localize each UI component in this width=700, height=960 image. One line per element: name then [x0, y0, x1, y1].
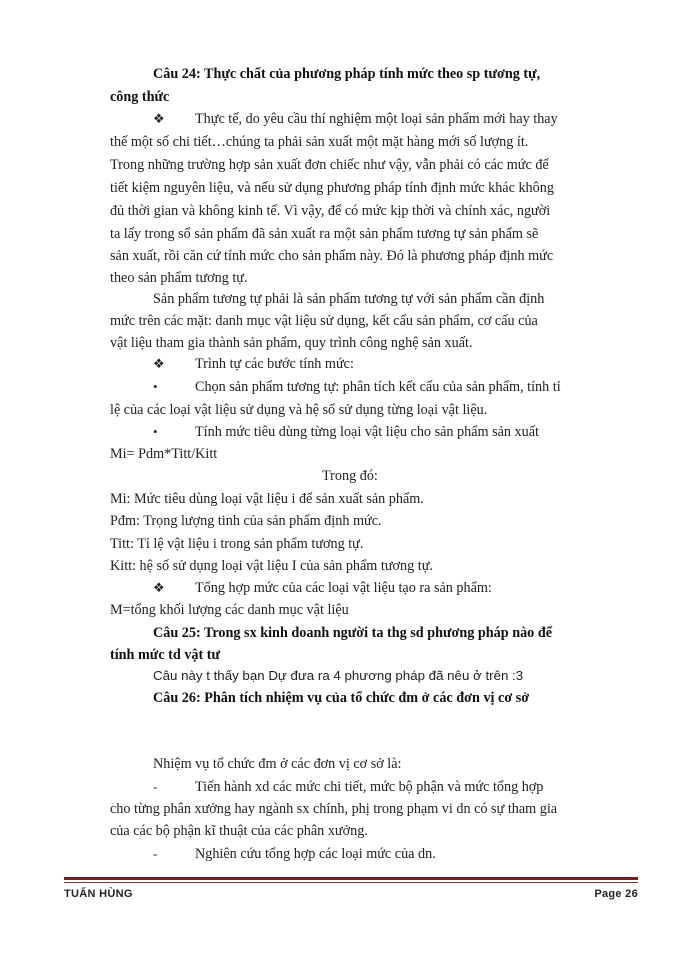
step-bullet-line: Tính mức tiêu dùng từng loại vật liệu cho sản phẩm sản xuất	[195, 424, 539, 440]
formula: Mi= Pdm*Titt/Kitt	[110, 446, 218, 462]
q24-paragraph-line: đủ thời gian và không kinh tế. Vì vậy, để có mức kịp thời và chính xác, người	[110, 203, 551, 219]
q26-title: Câu 26: Phân tích nhiệm vụ của tổ chức đm ở các đơn vị cơ sở	[153, 690, 530, 706]
q25-title: Câu 25: Trong sx kinh doanh người ta thg sd phương pháp nào để	[153, 625, 553, 641]
q26-intro: Nhiệm vụ tổ chức đm ở các đơn vị cơ sở là:	[153, 756, 402, 772]
q24-paragraph-line: Trong những trường hợp sản xuất đơn chiếc như vậy, vẫn phải có các mức để	[110, 157, 549, 173]
footer-author: TUẤN HÙNG	[64, 888, 133, 900]
where-label: Trong đó:	[322, 468, 378, 484]
q26-dash-line: cho từng phân xưởng hay ngành sx chính, phị trong phạm vi dn có sự tham gia	[110, 801, 558, 817]
q26-dash-line: Nghiên cứu tổng hợp các loại mức của dn.	[195, 846, 436, 862]
definition-line: Titt: Tỉ lệ vật liệu i trong sản phẩm tương tự.	[110, 536, 364, 552]
page-number: Page 26	[594, 888, 638, 900]
dash-bullet: -	[153, 779, 158, 794]
summary-header: Tổng hợp mức của các loại vật liệu tạo ra sản phẩm:	[195, 580, 492, 596]
diamond-bullet-icon: ❖	[153, 580, 165, 595]
step-bullet-line: lệ của các loại vật liệu sử dụng và hệ số sử dụng từng loại vật liệu.	[110, 402, 488, 418]
step-bullet-line: Chọn sản phẩm tương tự: phân tích kết cấu của sản phẩm, tính tỉ	[195, 379, 561, 395]
steps-header: Trình tự các bước tính mức:	[195, 356, 354, 372]
q24-paragraph-line: theo sản phẩm tương tự.	[110, 270, 248, 286]
q25-title-cont: tính mức td vật tư	[110, 647, 221, 663]
q24-paragraph-line: ta lấy trong số sản phẩm đã sản xuất ra một sản phẩm tương tự sản phẩm sẽ	[110, 226, 539, 242]
q24-paragraph-line: tiết kiệm nguyên liệu, và nếu sử dụng phương pháp tính định mức khác không	[110, 180, 554, 196]
diamond-bullet-icon: ❖	[153, 356, 165, 371]
q24-paragraph-line: Thực tế, do yêu cầu thí nghiệm một loại sản phẩm mới hay thay	[195, 111, 558, 127]
q26-dash-line: Tiến hành xd các mức chi tiết, mức bộ phận và mức tổng hợp	[195, 779, 544, 795]
dash-bullet: -	[153, 846, 158, 861]
q24-paragraph-line: sản xuất, rồi căn cứ tính mức cho sản phẩm này. Đó là phương pháp định mức	[110, 248, 554, 264]
summary-formula: M=tổng khối lượng các danh mục vật liệu	[110, 602, 349, 618]
q24-paragraph2-line: Sản phẩm tương tự phải là sản phẩm tương tự với sản phẩm cần định	[153, 291, 545, 307]
bullet-icon: •	[153, 379, 158, 394]
footer-rule-thin	[64, 882, 638, 883]
q24-paragraph-line: thế một số chi tiết…chúng ta phải sản xuất một mặt hàng mới số lượng ít.	[110, 134, 529, 150]
definition-line: Mi: Mức tiêu dùng loại vật liệu i để sản xuất sản phẩm.	[110, 491, 424, 507]
bullet-icon: •	[153, 424, 158, 439]
definition-line: Kitt: hệ số sử dụng loại vật liệu I của sản phẩm tương tự.	[110, 558, 433, 574]
q26-dash-line: của các bộ phận kĩ thuật của các phân xưởng.	[110, 823, 368, 839]
definition-line: Pđm: Trọng lượng tinh của sản phẩm định mức.	[110, 513, 382, 529]
q24-paragraph2-line: mức trên các mặt: danh mục vật liệu sử dụng, kết cấu sản phẩm, cơ cấu của	[110, 313, 538, 329]
q24-paragraph2-line: vật liệu tham gia thành sản phẩm, quy trình công nghệ sản xuất.	[110, 335, 473, 351]
diamond-bullet-icon: ❖	[153, 111, 165, 126]
q24-title: Câu 24: Thực chất của phương pháp tính mức theo sp tương tự,	[153, 66, 541, 82]
q24-title-cont: công thức	[110, 89, 170, 105]
footer-rule	[64, 877, 638, 880]
q25-answer: Câu này t thấy bạn Dự đưa ra 4 phương pháp đã nêu ở trên :3	[153, 668, 524, 683]
